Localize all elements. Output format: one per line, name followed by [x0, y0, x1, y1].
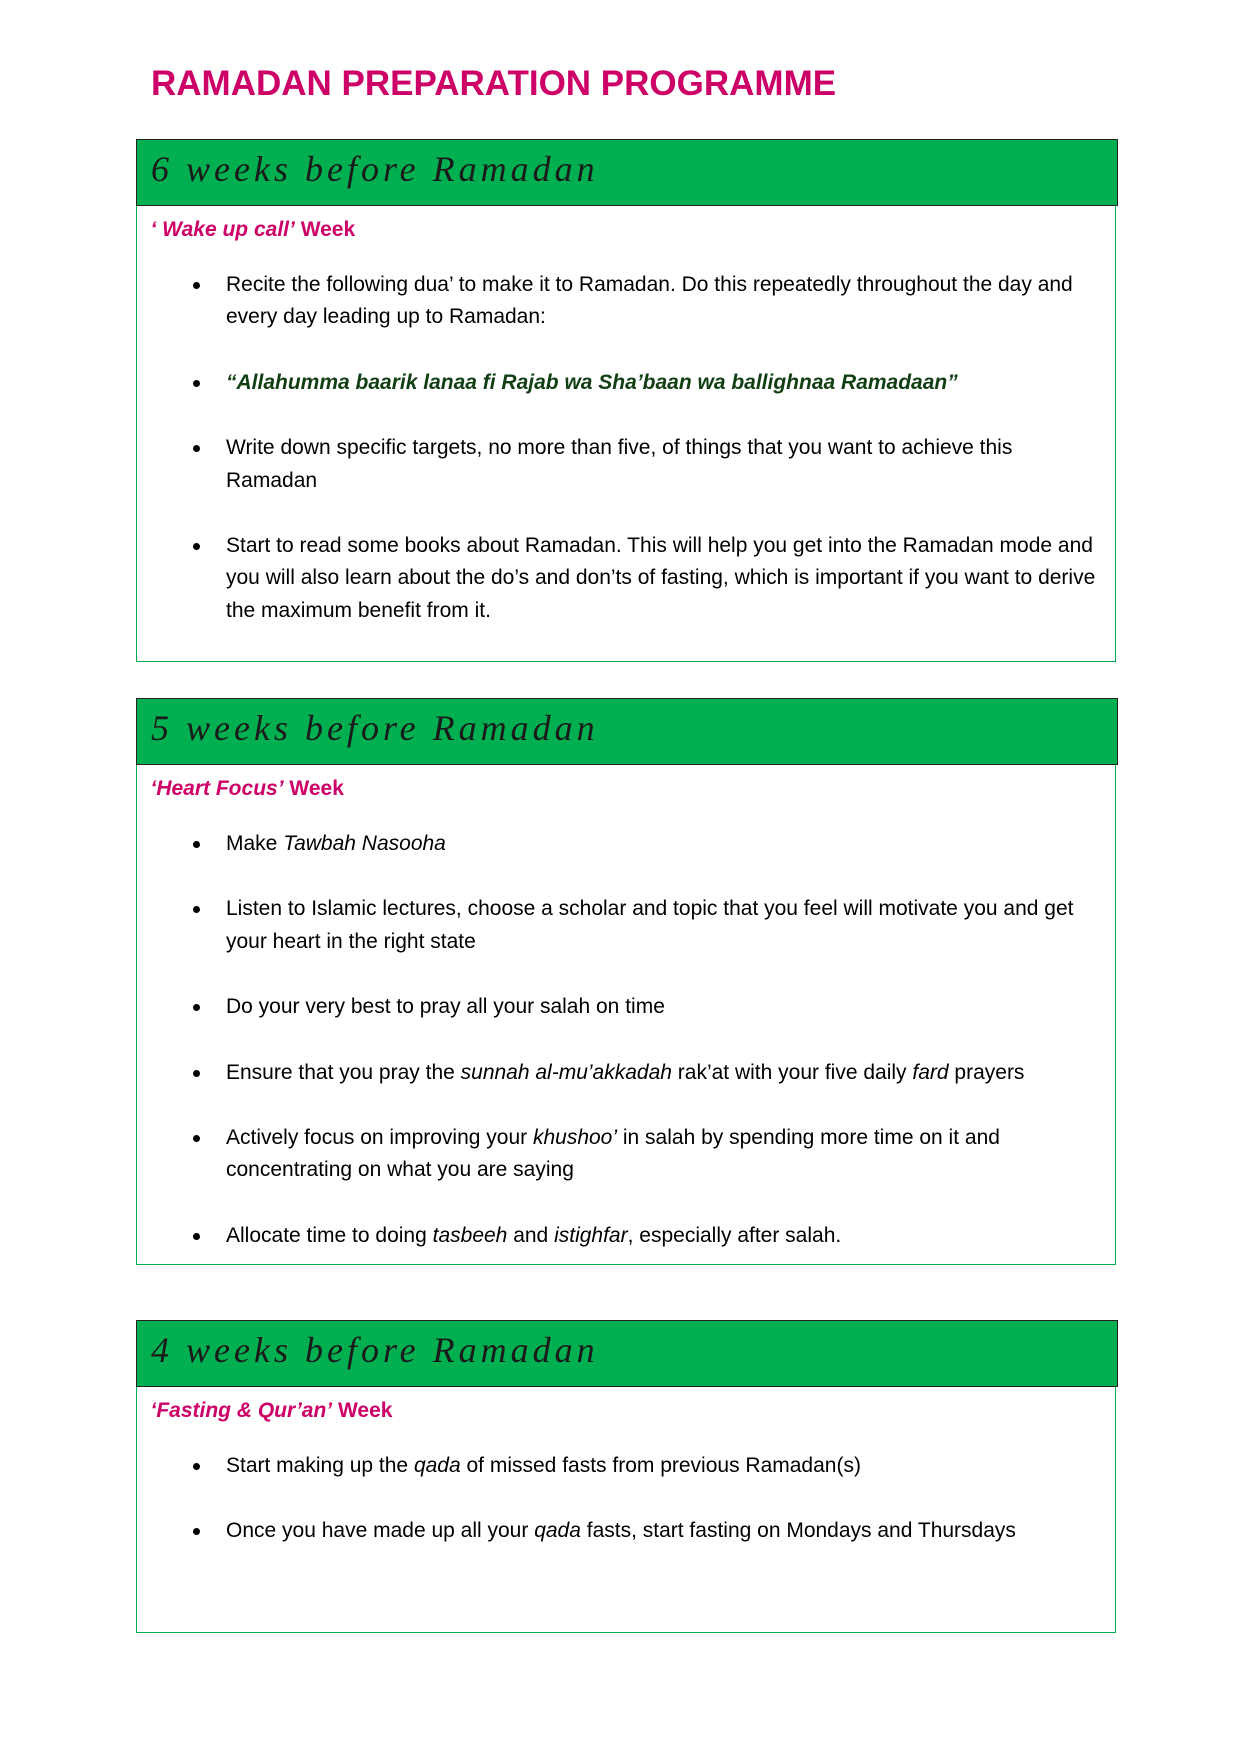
- bullet-icon: [193, 841, 200, 848]
- list-item: [226, 893, 1097, 958]
- section-header-text: 4 weeks before Ramadan: [151, 1330, 599, 1370]
- list-item: [226, 1057, 1097, 1089]
- bullet-icon: [193, 906, 200, 913]
- page-title: RAMADAN PREPARATION PROGRAMME: [151, 64, 837, 103]
- bullet-list: [137, 1450, 1115, 1548]
- bullet-icon: [193, 380, 200, 387]
- list-item: [226, 1515, 1097, 1547]
- item-text: prayers: [948, 1060, 1025, 1084]
- bullet-list: [137, 269, 1115, 627]
- item-text: Write down specific targets, no more than five, of things that you want to achieve this Ramadan: [226, 436, 1013, 492]
- week-label: ‘ Wake up call’: [150, 218, 295, 241]
- item-emphasis: tasbeeh: [432, 1223, 508, 1247]
- section-header: [136, 698, 1118, 765]
- item-text: Do your very best to pray all your salah on time: [226, 995, 665, 1019]
- list-item: [226, 991, 1097, 1023]
- bullet-icon: [193, 1528, 200, 1535]
- bullet-icon: [193, 1070, 200, 1077]
- section-header: [136, 139, 1118, 206]
- item-emphasis: istighfar: [554, 1223, 628, 1247]
- item-text: of missed fasts from previous Ramadan(s): [460, 1454, 861, 1477]
- item-text: Once you have made up all your: [226, 1519, 535, 1543]
- item-emphasis: khushoo’: [532, 1126, 618, 1150]
- section-body: [136, 206, 1116, 662]
- list-item: [226, 1220, 1097, 1252]
- list-item: [226, 269, 1097, 334]
- list-item: [226, 367, 1097, 399]
- bullet-icon: [193, 1135, 200, 1142]
- bullet-icon: [193, 282, 200, 289]
- item-text: in salah by spending more time on it and concentrating on what you are saying: [226, 1126, 1000, 1182]
- bullet-list: [137, 828, 1115, 1252]
- week-suffix: Week: [300, 218, 356, 241]
- section-body: [136, 1387, 1116, 1633]
- bullet-icon: [193, 1233, 200, 1240]
- item-text: fasts, start fasting on Mondays and Thursdays: [580, 1519, 1016, 1543]
- week-label: ‘Heart Focus’: [150, 777, 284, 800]
- week-subheading: [137, 214, 1115, 246]
- section-5-weeks: [136, 698, 1118, 1265]
- item-text: Allocate time to doing: [226, 1223, 433, 1247]
- item-text: Make: [226, 832, 284, 855]
- dua-quote: “Allahumma baarik lanaa fi Rajab wa Sha’baan wa ballighnaa Ramadaan”: [226, 370, 958, 394]
- section-header-text: 6 weeks before Ramadan: [151, 149, 599, 189]
- week-suffix: Week: [289, 777, 344, 800]
- list-item: [226, 1122, 1097, 1187]
- item-emphasis: Tawbah Nasooha: [283, 832, 446, 855]
- week-subheading: [137, 773, 1115, 805]
- item-text: Actively focus on improving your: [226, 1126, 533, 1150]
- item-text: Start making up the: [226, 1454, 414, 1477]
- item-text: Ensure that you pray the: [226, 1060, 461, 1084]
- bullet-icon: [193, 1004, 200, 1011]
- list-item: [226, 1450, 1097, 1482]
- section-body: [136, 765, 1116, 1265]
- item-text: Start to read some books about Ramadan. This will help you get into the Ramadan mode and you will also learn about the do’s and don’ts of fasting, which is important if you want to derive the maximum benefit from it.: [226, 534, 1096, 622]
- item-text: and: [507, 1223, 555, 1247]
- week-label: ‘Fasting & Qur’an’: [150, 1399, 333, 1422]
- list-item: [226, 530, 1097, 627]
- section-header: [136, 1320, 1118, 1387]
- bullet-icon: [193, 445, 200, 452]
- item-text: rak’at with your five daily: [671, 1060, 913, 1084]
- bullet-icon: [193, 543, 200, 550]
- item-text: Recite the following dua’ to make it to Ramadan. Do this repeatedly throughout the day and every day leading up to Ramadan:: [226, 273, 1073, 329]
- item-text: , especially after salah.: [627, 1223, 842, 1247]
- list-item: [226, 828, 1097, 860]
- week-suffix: Week: [337, 1399, 393, 1422]
- item-emphasis: qada: [534, 1519, 581, 1543]
- section-header-text: 5 weeks before Ramadan: [151, 708, 599, 748]
- section-4-weeks: [136, 1320, 1118, 1633]
- bullet-icon: [193, 1463, 200, 1470]
- item-emphasis: qada: [413, 1454, 461, 1477]
- list-item: [226, 432, 1097, 497]
- section-6-weeks: [136, 139, 1118, 662]
- item-emphasis: sunnah al-mu’akkadah: [460, 1060, 672, 1084]
- item-text: Listen to Islamic lectures, choose a scholar and topic that you feel will motivate you and get your heart in the right state: [226, 897, 1074, 953]
- item-emphasis: fard: [912, 1060, 949, 1084]
- week-subheading: [137, 1395, 1115, 1427]
